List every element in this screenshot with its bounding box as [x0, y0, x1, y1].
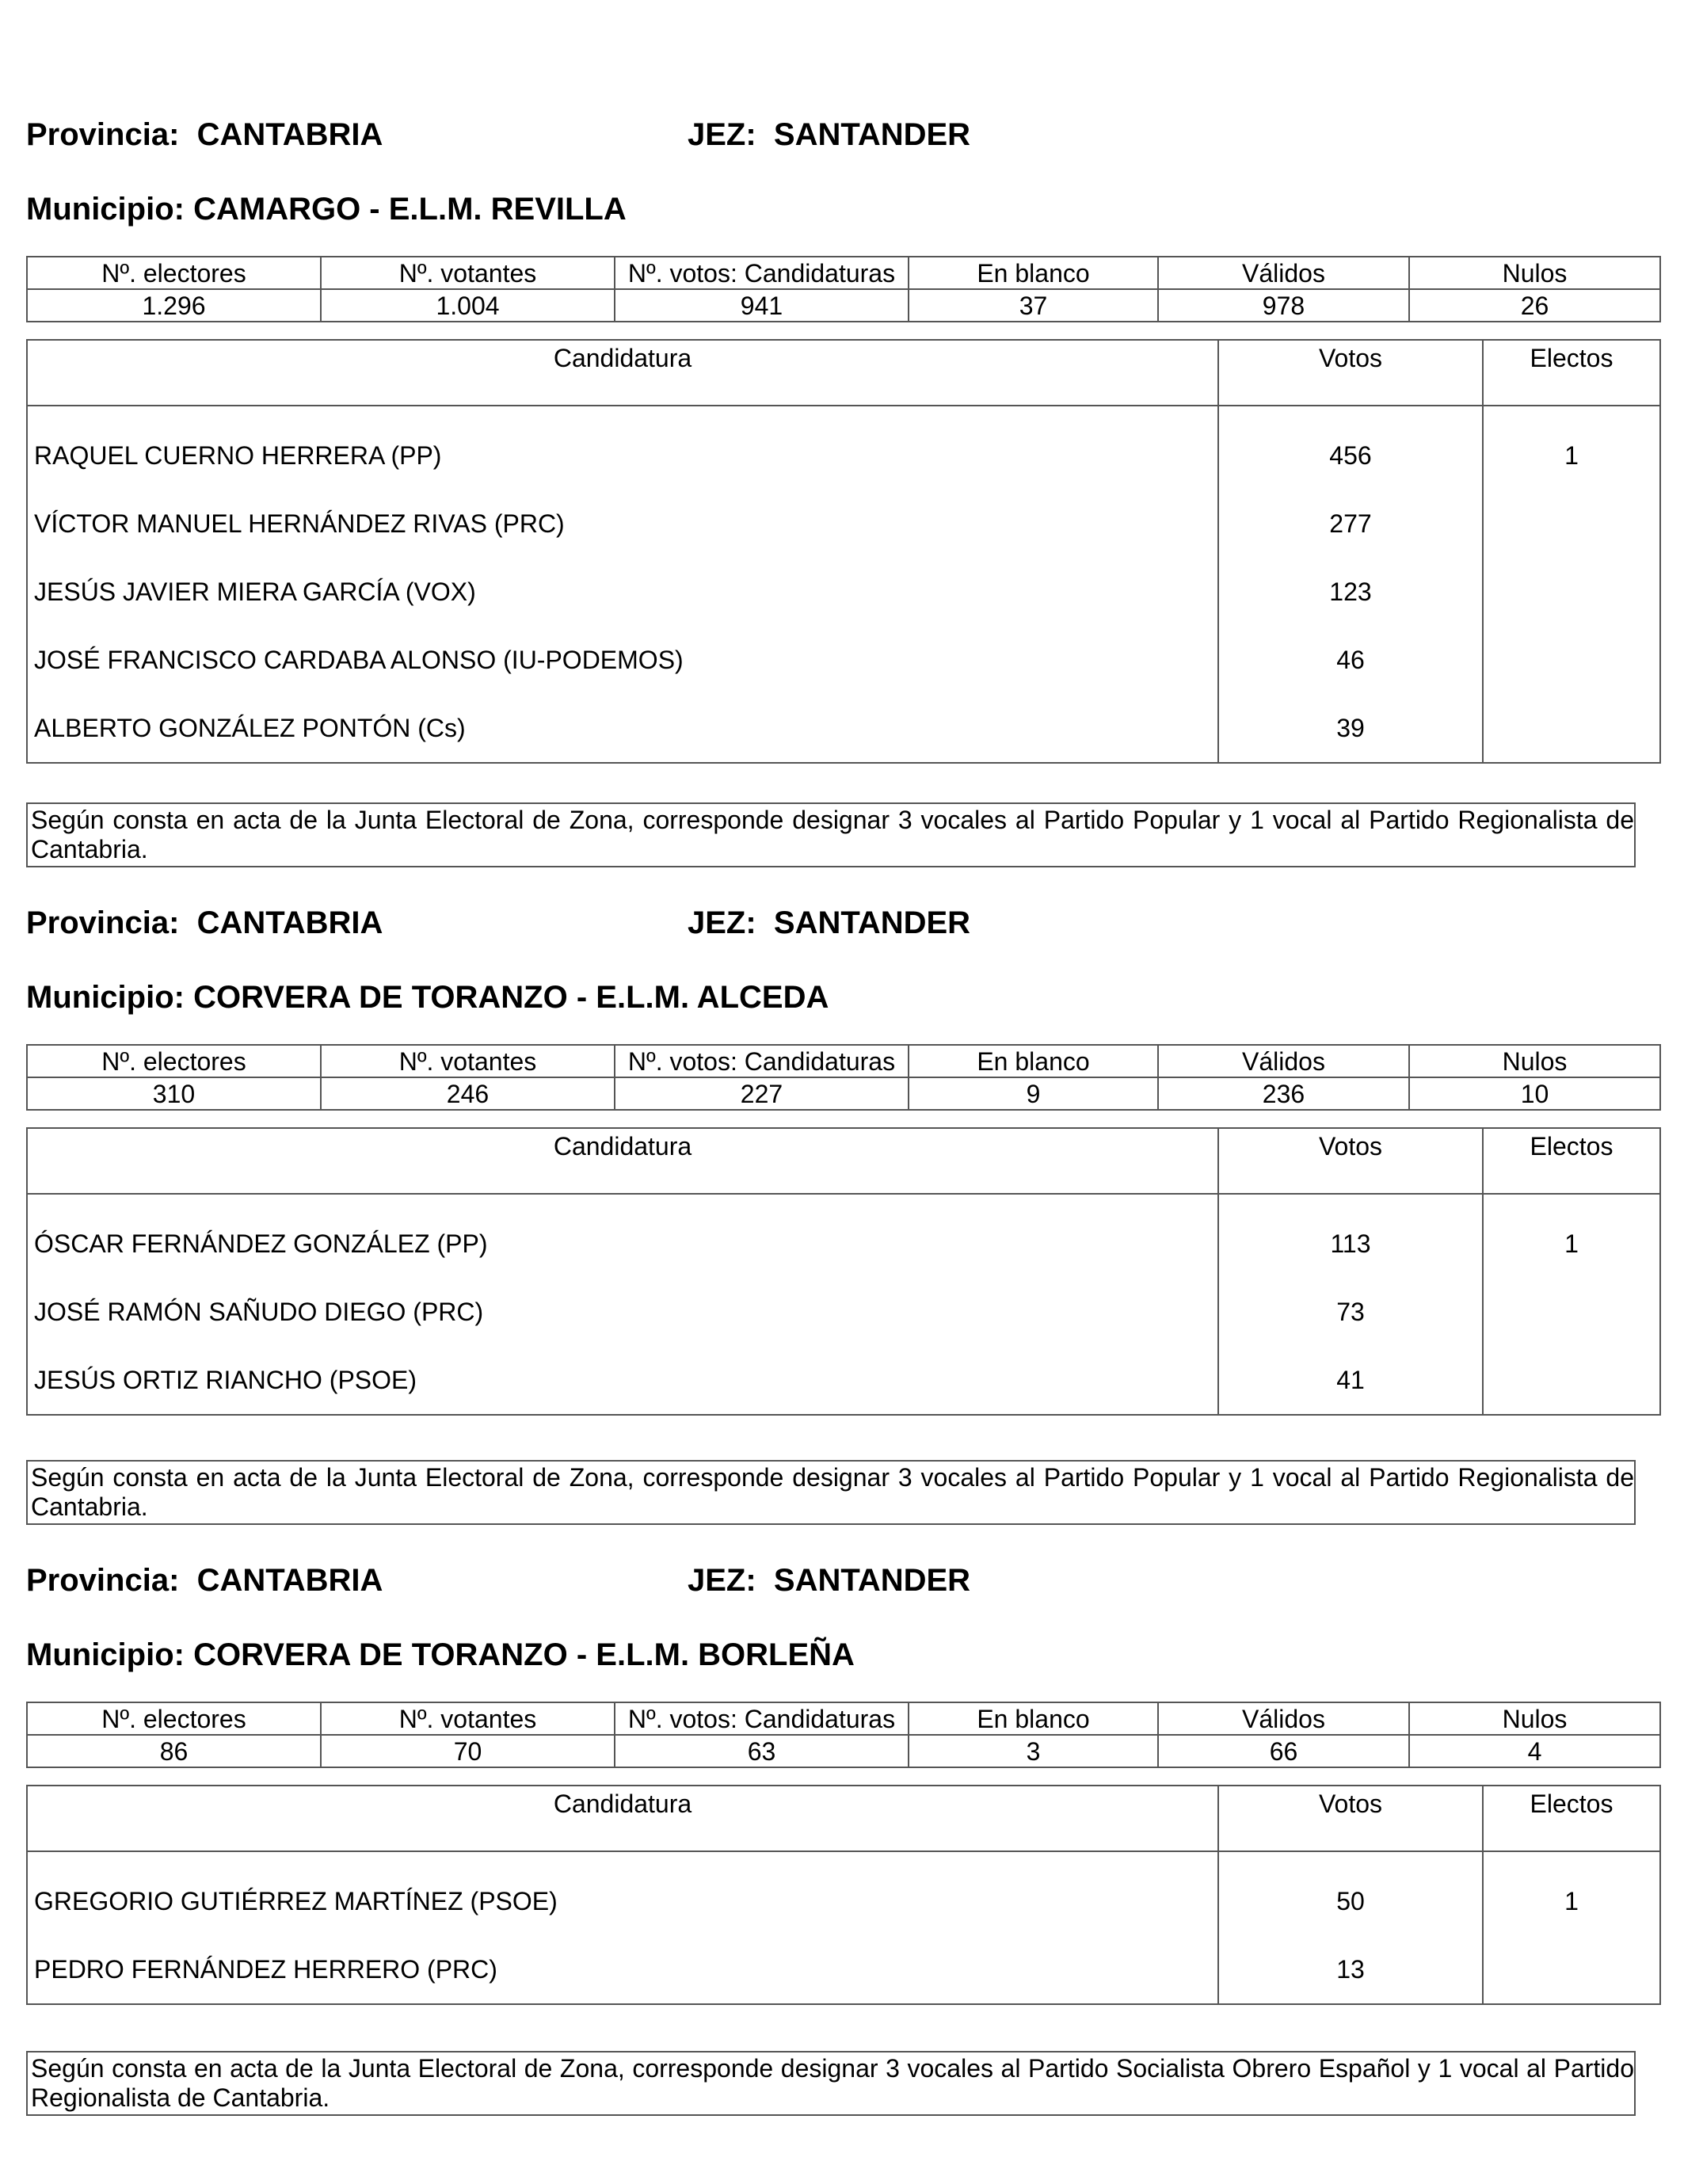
candidates-table — [26, 1127, 1661, 1416]
candidates-header-row — [27, 340, 1660, 406]
stats-value: 26 — [1409, 289, 1660, 322]
candidate-row — [27, 1278, 1660, 1346]
candidate-name: JESÚS ORTIZ RIANCHO (PSOE) — [27, 1346, 1218, 1415]
candidates-header: Candidatura — [27, 340, 1218, 406]
candidate-elected — [1483, 1346, 1660, 1415]
jez-note: Según consta en acta de la Junta Electoral de Zona, corresponde designar 3 vocales al Partido Popular y 1 vocal al Partido Regionalista de Cantabria. — [26, 1460, 1636, 1525]
candidates-table — [26, 339, 1661, 764]
candidate-votes: 46 — [1218, 626, 1483, 694]
stats-table — [26, 256, 1661, 322]
candidate-elected — [1483, 558, 1660, 626]
stats-value: 941 — [615, 289, 909, 322]
stats-value: 3 — [909, 1735, 1158, 1767]
candidate-votes: 113 — [1218, 1194, 1483, 1278]
candidates-header-row — [27, 1128, 1660, 1194]
stats-header: Nulos — [1409, 257, 1660, 289]
candidate-votes: 39 — [1218, 694, 1483, 763]
stats-value-row — [27, 289, 1660, 322]
jez-note: Según consta en acta de la Junta Electoral de Zona, corresponde designar 3 vocales al Partido Socialista Obrero Español y 1 vocal al Partido Regionalista de Cantabria. — [26, 2051, 1636, 2116]
candidate-elected — [1483, 1278, 1660, 1346]
stats-value: 66 — [1158, 1735, 1409, 1767]
stats-value: 1.296 — [27, 289, 321, 322]
candidate-elected — [1483, 626, 1660, 694]
candidate-row — [27, 490, 1660, 558]
stats-header-row — [27, 257, 1660, 289]
stats-header: Nº. electores — [27, 257, 321, 289]
candidates-header: Candidatura — [27, 1128, 1218, 1194]
candidate-row — [27, 1851, 1660, 1935]
jez: JEZ: SANTANDER — [688, 905, 971, 940]
candidate-name: JOSÉ RAMÓN SAÑUDO DIEGO (PRC) — [27, 1278, 1218, 1346]
candidate-elected — [1483, 490, 1660, 558]
candidates-header: Votos — [1218, 340, 1483, 406]
candidate-votes: 73 — [1218, 1278, 1483, 1346]
candidate-elected: 1 — [1483, 1194, 1660, 1278]
stats-table — [26, 1702, 1661, 1768]
candidate-elected: 1 — [1483, 406, 1660, 490]
stats-header-row — [27, 1702, 1660, 1735]
provincia: Provincia: CANTABRIA — [26, 117, 383, 152]
candidate-row — [27, 1935, 1660, 2004]
section-corvera-borlena — [26, 1561, 1659, 1984]
jez-note: Según consta en acta de la Junta Electoral de Zona, corresponde designar 3 vocales al Partido Popular y 1 vocal al Partido Regionalista de Cantabria. — [26, 802, 1636, 867]
stats-header-row — [27, 1045, 1660, 1077]
candidates-header: Candidatura — [27, 1786, 1218, 1851]
stats-table — [26, 1044, 1661, 1111]
section-corvera-alceda — [26, 904, 1659, 1394]
stats-header: Válidos — [1158, 1702, 1409, 1735]
stats-header: Nº. electores — [27, 1045, 321, 1077]
stats-header: Nº. electores — [27, 1702, 321, 1735]
stats-value: 9 — [909, 1077, 1158, 1110]
candidates-header: Votos — [1218, 1128, 1483, 1194]
candidate-votes: 456 — [1218, 406, 1483, 490]
stats-header: Nº. votantes — [321, 1045, 615, 1077]
candidate-row — [27, 626, 1660, 694]
stats-header: Nº. votos: Candidaturas — [615, 1045, 909, 1077]
provincia: Provincia: CANTABRIA — [26, 1563, 383, 1598]
candidate-name: ÓSCAR FERNÁNDEZ GONZÁLEZ (PP) — [27, 1194, 1218, 1278]
stats-value: 37 — [909, 289, 1158, 322]
candidates-table — [26, 1785, 1661, 2005]
stats-header: Nulos — [1409, 1045, 1660, 1077]
candidate-row — [27, 558, 1660, 626]
candidates-header: Votos — [1218, 1786, 1483, 1851]
municipio: Municipio: CORVERA DE TORANZO - E.L.M. BORLEÑA — [26, 1637, 855, 1672]
candidates-header: Electos — [1483, 1786, 1660, 1851]
stats-header: Nº. votos: Candidaturas — [615, 1702, 909, 1735]
candidate-row — [27, 406, 1660, 490]
stats-value: 10 — [1409, 1077, 1660, 1110]
municipio: Municipio: CAMARGO - E.L.M. REVILLA — [26, 192, 627, 227]
stats-value: 1.004 — [321, 289, 615, 322]
stats-header: Válidos — [1158, 257, 1409, 289]
jez: JEZ: SANTANDER — [688, 1563, 971, 1598]
candidate-name: ALBERTO GONZÁLEZ PONTÓN (Cs) — [27, 694, 1218, 763]
candidate-name: VÍCTOR MANUEL HERNÁNDEZ RIVAS (PRC) — [27, 490, 1218, 558]
candidate-elected — [1483, 694, 1660, 763]
stats-value: 236 — [1158, 1077, 1409, 1110]
stats-value: 70 — [321, 1735, 615, 1767]
candidate-elected — [1483, 1935, 1660, 2004]
candidate-name: GREGORIO GUTIÉRREZ MARTÍNEZ (PSOE) — [27, 1851, 1218, 1935]
header-line — [26, 116, 1659, 154]
stats-header: En blanco — [909, 1045, 1158, 1077]
candidate-row — [27, 694, 1660, 763]
stats-header: Nº. votantes — [321, 1702, 615, 1735]
stats-header: Nº. votos: Candidaturas — [615, 257, 909, 289]
header-line — [26, 1561, 1659, 1599]
candidate-row — [27, 1194, 1660, 1278]
stats-value: 86 — [27, 1735, 321, 1767]
candidate-elected: 1 — [1483, 1851, 1660, 1935]
stats-header: Nulos — [1409, 1702, 1660, 1735]
candidates-header: Electos — [1483, 1128, 1660, 1194]
stats-value: 4 — [1409, 1735, 1660, 1767]
municipio: Municipio: CORVERA DE TORANZO - E.L.M. ALCEDA — [26, 980, 829, 1015]
candidates-header-row — [27, 1786, 1660, 1851]
candidate-name: JESÚS JAVIER MIERA GARCÍA (VOX) — [27, 558, 1218, 626]
candidate-name: PEDRO FERNÁNDEZ HERRERO (PRC) — [27, 1935, 1218, 2004]
candidate-name: JOSÉ FRANCISCO CARDABA ALONSO (IU-PODEMOS) — [27, 626, 1218, 694]
section-camargo-revilla — [26, 116, 1659, 742]
candidate-name: RAQUEL CUERNO HERRERA (PP) — [27, 406, 1218, 490]
stats-header: En blanco — [909, 257, 1158, 289]
stats-value: 978 — [1158, 289, 1409, 322]
candidate-votes: 123 — [1218, 558, 1483, 626]
candidates-header: Electos — [1483, 340, 1660, 406]
stats-header: Nº. votantes — [321, 257, 615, 289]
candidate-votes: 50 — [1218, 1851, 1483, 1935]
stats-value: 246 — [321, 1077, 615, 1110]
stats-value-row — [27, 1077, 1660, 1110]
stats-header: En blanco — [909, 1702, 1158, 1735]
candidate-votes: 13 — [1218, 1935, 1483, 2004]
stats-header: Válidos — [1158, 1045, 1409, 1077]
provincia: Provincia: CANTABRIA — [26, 905, 383, 940]
jez: JEZ: SANTANDER — [688, 117, 971, 152]
candidate-row — [27, 1346, 1660, 1415]
candidate-votes: 41 — [1218, 1346, 1483, 1415]
stats-value: 63 — [615, 1735, 909, 1767]
header-line — [26, 904, 1659, 942]
candidate-votes: 277 — [1218, 490, 1483, 558]
stats-value: 227 — [615, 1077, 909, 1110]
stats-value: 310 — [27, 1077, 321, 1110]
stats-value-row — [27, 1735, 1660, 1767]
